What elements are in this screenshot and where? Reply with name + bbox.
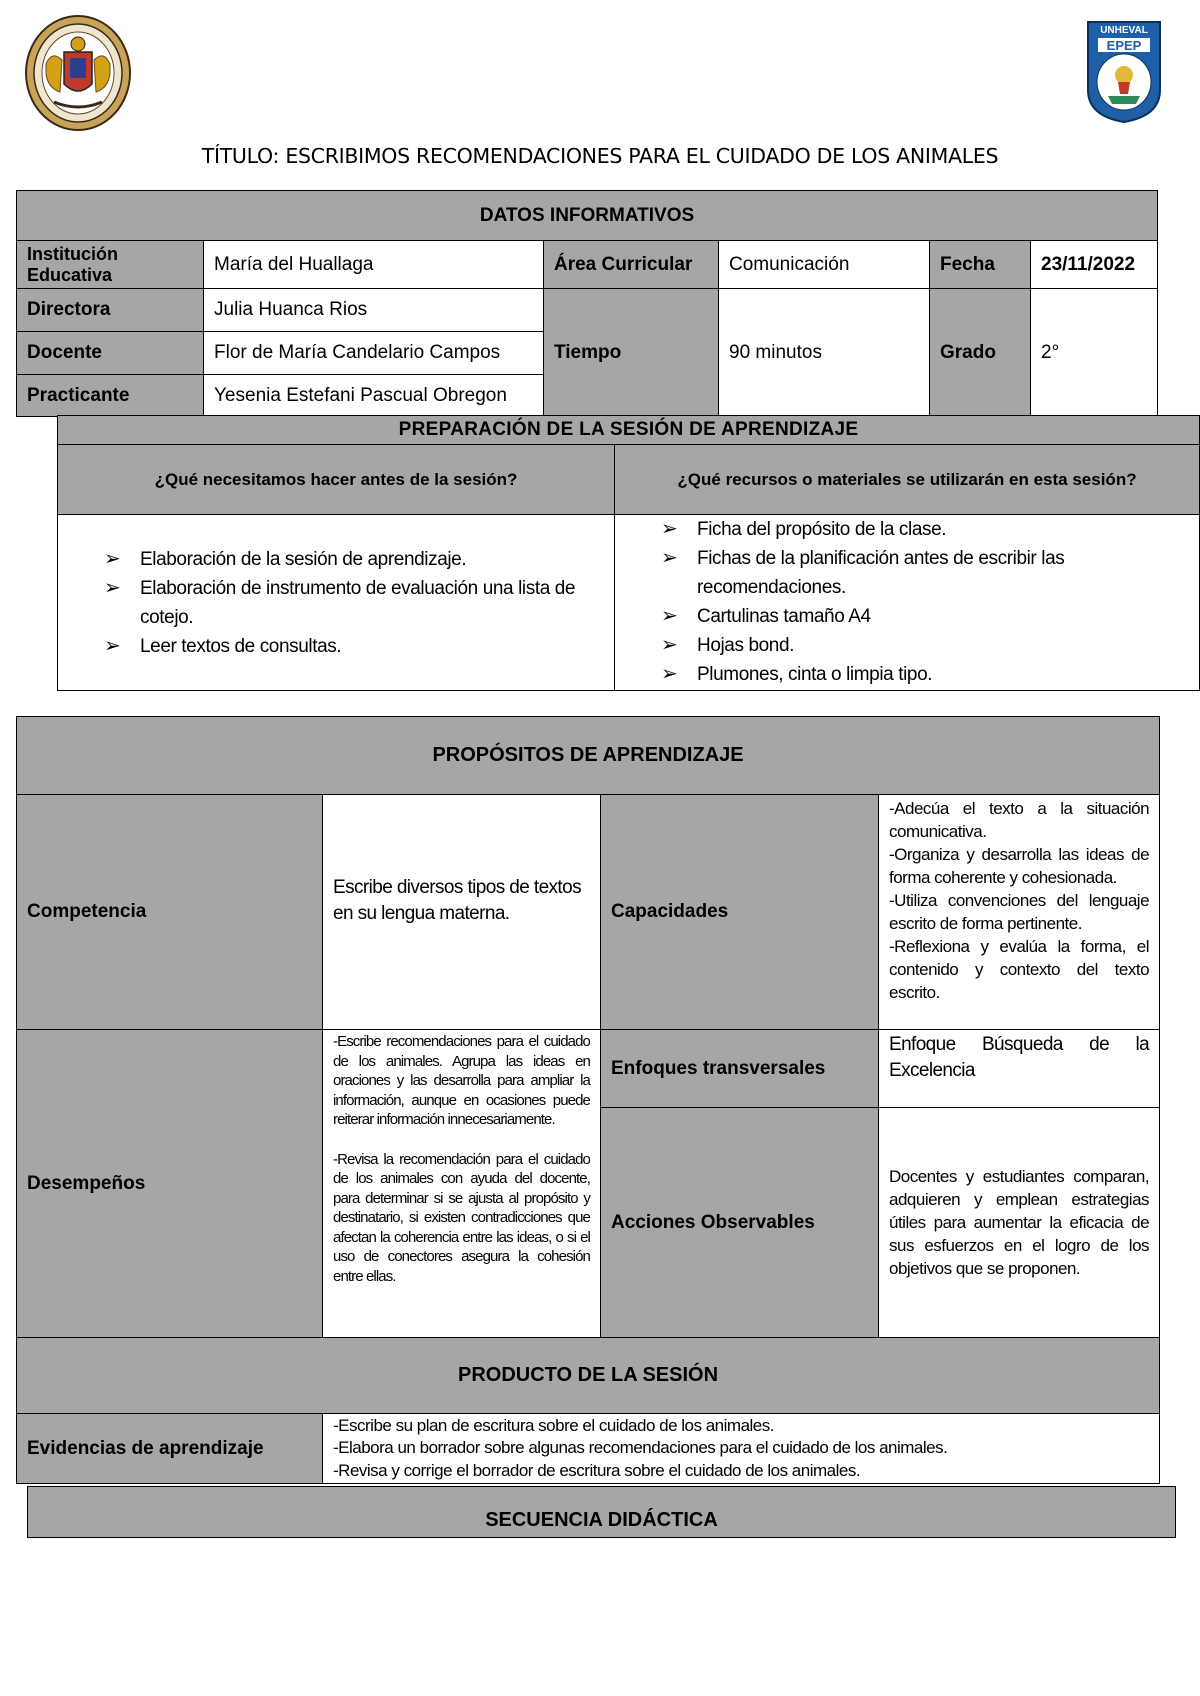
- practicante-value: Yesenia Estefani Pascual Obregon: [204, 375, 544, 417]
- capacidades-cell: [879, 795, 1160, 1030]
- page-title: TÍTULO: ESCRIBIMOS RECOMENDACIONES PARA EL CUIDADO DE LOS ANIMALES: [201, 144, 999, 168]
- evidencias-label: Evidencias de aprendizaje: [17, 1414, 323, 1484]
- list-item: ➢ Elaboración de la sesión de aprendizaje.: [104, 545, 594, 574]
- arrowhead-bullet-icon: ➢: [661, 547, 678, 569]
- acciones-label: Acciones Observables: [601, 1108, 879, 1338]
- grado-label: Grado: [930, 289, 1031, 417]
- arrowhead-bullet-icon: ➢: [661, 663, 678, 685]
- arrowhead-bullet-icon: ➢: [104, 576, 121, 599]
- evidencias-cell: [323, 1414, 1160, 1484]
- secuencia-heading: SECUENCIA DIDÁCTICA: [27, 1486, 1176, 1538]
- datos-heading: DATOS INFORMATIVOS: [17, 191, 1158, 241]
- list-item: ➢ Ficha del propósito de la clase.: [661, 515, 1179, 544]
- competencia-label: Competencia: [17, 795, 323, 1030]
- acciones-value: Docentes y estudiantes comparan, adquieren y emplean estrategias útiles para aumentar la eficacia de sus esfuerzos en el logro de los objetivos que se proponen.: [879, 1108, 1160, 1338]
- evidencia-item: -Escribe su plan de escritura sobre el cuidado de los animales.: [333, 1415, 774, 1435]
- producto-heading: PRODUCTO DE LA SESIÓN: [17, 1338, 1160, 1414]
- list-item: ➢ Cartulinas tamaño A4: [661, 602, 1179, 631]
- competencia-value: Escribe diversos tipos de textos en su lengua materna.: [323, 795, 601, 1030]
- prep-col2-list: [661, 515, 1179, 689]
- unheval-epep-shield-icon: [1084, 20, 1164, 124]
- desempeno-item: -Revisa la recomendación para el cuidado de los animales con ayuda del docente, para determinar si se ajusta al propósito y destinatario, si existen contradicciones que afectan la coherencia entre las ideas, o si el uso de conectores asegura la cohesión entre ellas.: [333, 1150, 590, 1285]
- capacidad-item: -Organiza y desarrolla las ideas de forma coherente y cohesionada.: [889, 845, 1150, 887]
- capacidad-item: -Reflexiona y evalúa la forma, el contenido y contexto del texto escrito.: [889, 937, 1150, 1002]
- institucion-label: Institución Educativa: [17, 241, 204, 289]
- desempeno-item: -Escribe recomendaciones para el cuidado de los animales. Agrupa las ideas en oraciones y las desarrolla para ampliar la información, aunque en ocasiones puede reiterar información innecesariamente.: [333, 1033, 590, 1128]
- list-item: ➢ Fichas de la planificación antes de escribir las recomendaciones.: [661, 544, 1179, 602]
- enfoques-label: Enfoques transversales: [601, 1030, 879, 1108]
- arrowhead-bullet-icon: ➢: [661, 518, 678, 540]
- prep-col2-cell: [615, 515, 1200, 691]
- area-value: Comunicación: [719, 241, 930, 289]
- arrowhead-bullet-icon: ➢: [661, 605, 678, 627]
- grado-value: 2°: [1031, 289, 1158, 417]
- prep-col1-header: ¿Qué necesitamos hacer antes de la sesión?: [58, 445, 615, 515]
- desempenos-label: Desempeños: [17, 1030, 323, 1338]
- fecha-label: Fecha: [930, 241, 1031, 289]
- prep-col2-header: ¿Qué recursos o materiales se utilizarán en esta sesión?: [615, 445, 1200, 515]
- logo-right-text-top: UNHEVAL: [1100, 25, 1148, 36]
- list-item: ➢ Hojas bond.: [661, 631, 1179, 660]
- arrowhead-bullet-icon: ➢: [661, 634, 678, 656]
- university-crest-icon: [24, 14, 132, 132]
- logo-right-text-mid: EPEP: [1106, 38, 1142, 53]
- fecha-value: 23/11/2022: [1031, 241, 1158, 289]
- tiempo-value: 90 minutos: [719, 289, 930, 417]
- arrowhead-bullet-icon: ➢: [104, 547, 121, 570]
- list-item: ➢ Elaboración de instrumento de evaluación una lista de cotejo.: [104, 574, 594, 632]
- capacidades-label: Capacidades: [601, 795, 879, 1030]
- evidencia-item: -Elabora un borrador sobre algunas recomendaciones para el cuidado de los animales.: [333, 1438, 948, 1458]
- desempenos-cell: [323, 1030, 601, 1338]
- institucion-value: María del Huallaga: [204, 241, 544, 289]
- propositos-table: [16, 716, 1160, 1484]
- directora-value: Julia Huanca Rios: [204, 289, 544, 332]
- area-label: Área Curricular: [544, 241, 719, 289]
- capacidad-item: -Utiliza convenciones del lenguaje escrito de forma pertinente.: [889, 891, 1150, 933]
- arrowhead-bullet-icon: ➢: [104, 634, 121, 657]
- docente-value: Flor de María Candelario Campos: [204, 332, 544, 375]
- prep-col1-list: [104, 545, 594, 661]
- list-item: ➢ Plumones, cinta o limpia tipo.: [661, 660, 1179, 689]
- preparacion-table: [57, 415, 1200, 691]
- list-item: ➢ Leer textos de consultas.: [104, 632, 594, 661]
- evidencia-item: -Revisa y corrige el borrador de escritura sobre el cuidado de los animales.: [333, 1460, 861, 1480]
- capacidad-item: -Adecúa el texto a la situación comunicativa.: [889, 799, 1150, 841]
- preparacion-heading: PREPARACIÓN DE LA SESIÓN DE APRENDIZAJE: [58, 416, 1200, 445]
- prep-col1-cell: [58, 515, 615, 691]
- propositos-heading: PROPÓSITOS DE APRENDIZAJE: [17, 717, 1160, 795]
- docente-label: Docente: [17, 332, 204, 375]
- datos-informativos-table: [16, 190, 1158, 417]
- tiempo-label: Tiempo: [544, 289, 719, 417]
- practicante-label: Practicante: [17, 375, 204, 417]
- enfoques-value: Enfoque Búsqueda de la Excelencia: [879, 1030, 1160, 1108]
- directora-label: Directora: [17, 289, 204, 332]
